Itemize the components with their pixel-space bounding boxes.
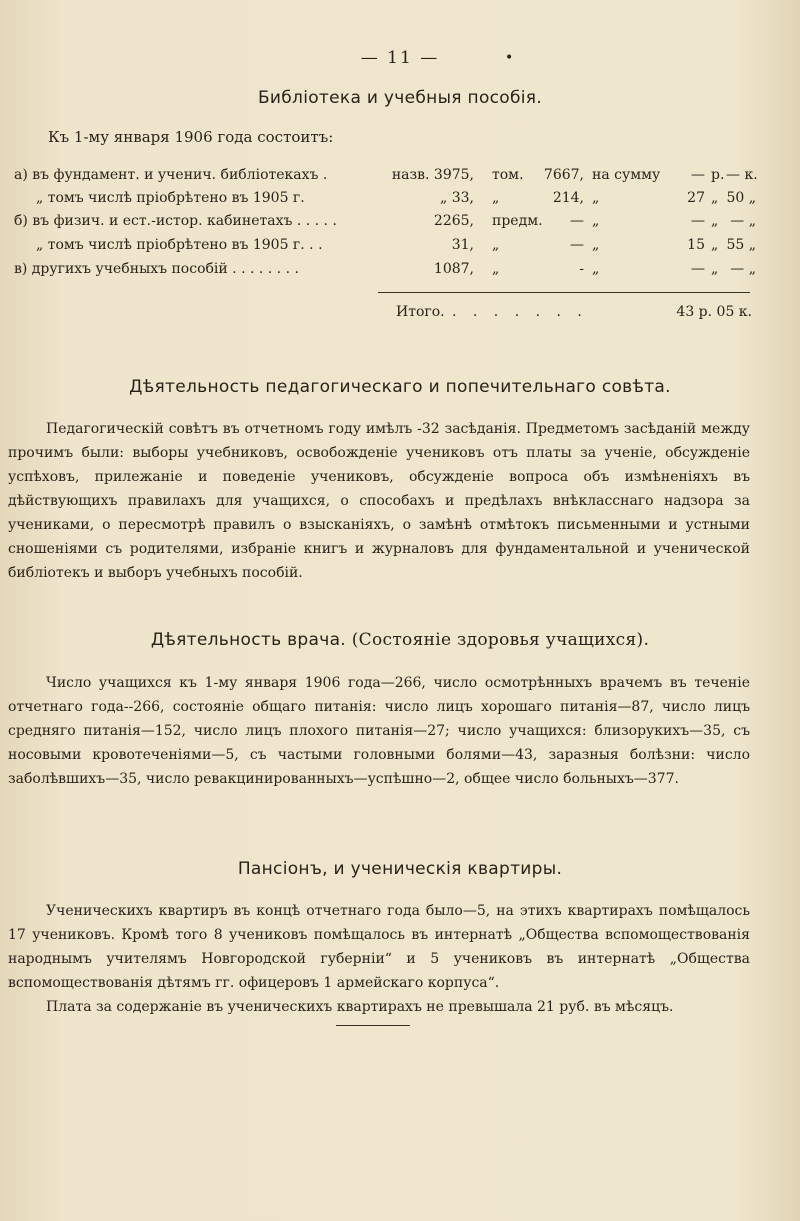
row-rub-unit: „ (711, 261, 719, 277)
row-rub-unit: „ (711, 237, 719, 253)
row-label: „ томъ числѣ пріобрѣтено въ 1905 г. . . (36, 237, 323, 253)
row-rub-unit: „ (711, 213, 719, 229)
council-paragraph: Педагогическій совѣтъ въ отчетномъ году имѣлъ -32 засѣданія. Предметомъ засѣданій между прочимъ были: выборы учебниковъ, освобожденіе учениковъ отъ платы за ученіе, обсужденіе успѣховъ, прилежаніе и поведеніе учениковъ, обсужденіе вопроса объ измѣненіяхъ въ дѣйствующихъ правилахъ для учащихся, о способахъ и предѣлахъ внѣкласснаго надзора за учениками, о пересмотрѣ правилъ о взысканіяхъ, о замѣнѣ отмѣтокъ письменными и устными сношеніями съ родителями, избраніе книгъ и журналовъ для фундаментальной и ученической библіотекъ и выборъ учебныхъ пособій. (8, 421, 750, 581)
row-kopecks: — „ (730, 213, 756, 229)
row-count: назв. 3975, (391, 167, 474, 183)
total-value: 43 р. 05 к. (676, 304, 752, 320)
library-heading: Библіотека и учебныя пособія. (257, 88, 543, 108)
row-kopecks: — „ (730, 261, 756, 277)
row-kopecks: 50 „ (726, 190, 756, 206)
ink-speck: • (505, 50, 514, 66)
council-heading: Дѣятельность педагогическаго и попечительнаго совѣта. (129, 377, 671, 397)
row-count: 1087, (433, 261, 474, 277)
row-rubles: — (691, 261, 705, 277)
row-unit: том. (492, 167, 524, 183)
row-label: б) въ физич. и ест.-истор. кабинетахъ . . . . . (14, 213, 337, 229)
row-volumes: - (579, 261, 584, 277)
row-sum-label: на сумму (592, 167, 661, 183)
row-rubles: 27 (687, 190, 705, 206)
row-label: а) въ фундамент. и ученич. библіотекахъ . (14, 167, 328, 183)
row-rub-unit: „ (711, 190, 719, 206)
row-label: „ томъ числѣ пріобрѣтено въ 1905 г. (36, 190, 305, 206)
library-row (14, 167, 774, 191)
row-unit: „ (492, 261, 500, 277)
row-sum-label: „ (592, 261, 600, 277)
row-sum-label: „ (592, 237, 600, 253)
row-unit: предм. (492, 213, 543, 229)
pension-heading: Пансіонъ, и ученическія квартиры. (237, 859, 563, 879)
row-rubles: — (691, 167, 705, 183)
doctor-paragraph: Число учащихся къ 1-му января 1906 года—266, число осмотрѣнныхъ врачемъ въ теченіе отчетнаго года--266, состояніе общаго питанія: число лицъ хорошаго питанія—87, число лицъ средняго питанія—152, число лицъ плохого питанія—27; число учащихся: близорукихъ—35, съ носовыми кровотеченіями—5, съ частыми головными болями—43, заразныя болѣзни: число заболѣвшихъ—35, число ревакцинированныхъ—успѣшно—2, общее число больныхъ—377. (8, 675, 750, 787)
total-rule (378, 292, 750, 293)
library-row (14, 237, 774, 261)
row-unit: „ (492, 237, 500, 253)
library-row (14, 213, 774, 237)
row-unit: „ (492, 190, 500, 206)
row-count: 31, (451, 237, 474, 253)
library-intro: Къ 1-му января 1906 года состоитъ: (48, 128, 334, 146)
row-volumes: 7667, (543, 167, 584, 183)
row-volumes: — (570, 237, 584, 253)
library-row (14, 261, 774, 285)
row-label: в) другихъ учебныхъ пособій . . . . . . . . (14, 261, 299, 277)
row-rubles: — (691, 213, 705, 229)
page-number: — 11 — (360, 48, 440, 68)
doctor-heading-title: Дѣятельность врача. (150, 630, 347, 650)
row-count: „ 33, (440, 190, 474, 206)
pension-fee-paragraph: Плата за содержаніе въ ученическихъ квартирахъ не превышала 21 руб. въ мѣсяцъ. (46, 999, 674, 1015)
pension-paragraph: Ученическихъ квартиръ въ концѣ отчетнаго года было—5, на этихъ квартирахъ помѣщалось 17 учениковъ. Кромѣ того 8 учениковъ помѣщалось въ интернатѣ „Общества вспомоществованія народнымъ учителямъ Новгородской губерніи“ и 5 учениковъ въ интернатѣ „Общества вспомоществованія дѣтямъ гг. офицеровъ 1 армейскаго корпуса“. (8, 903, 750, 991)
row-kopecks: 55 „ (726, 237, 756, 253)
row-sum-label: „ (592, 190, 600, 206)
total-dots: . . . . . . . (452, 304, 588, 320)
library-row (14, 190, 774, 214)
row-sum-label: „ (592, 213, 600, 229)
row-volumes: 214, (552, 190, 584, 206)
end-rule (336, 1025, 410, 1026)
row-count: 2265, (433, 213, 474, 229)
row-volumes: — (570, 213, 584, 229)
row-kopecks: — к. (726, 167, 758, 183)
total-label: Итого. (396, 304, 445, 320)
row-rub-unit: р. (711, 167, 725, 183)
doctor-heading (0, 630, 800, 650)
doctor-heading-subtitle: (Состояніе здоровья учащихся). (351, 630, 650, 650)
row-rubles: 15 (687, 237, 705, 253)
